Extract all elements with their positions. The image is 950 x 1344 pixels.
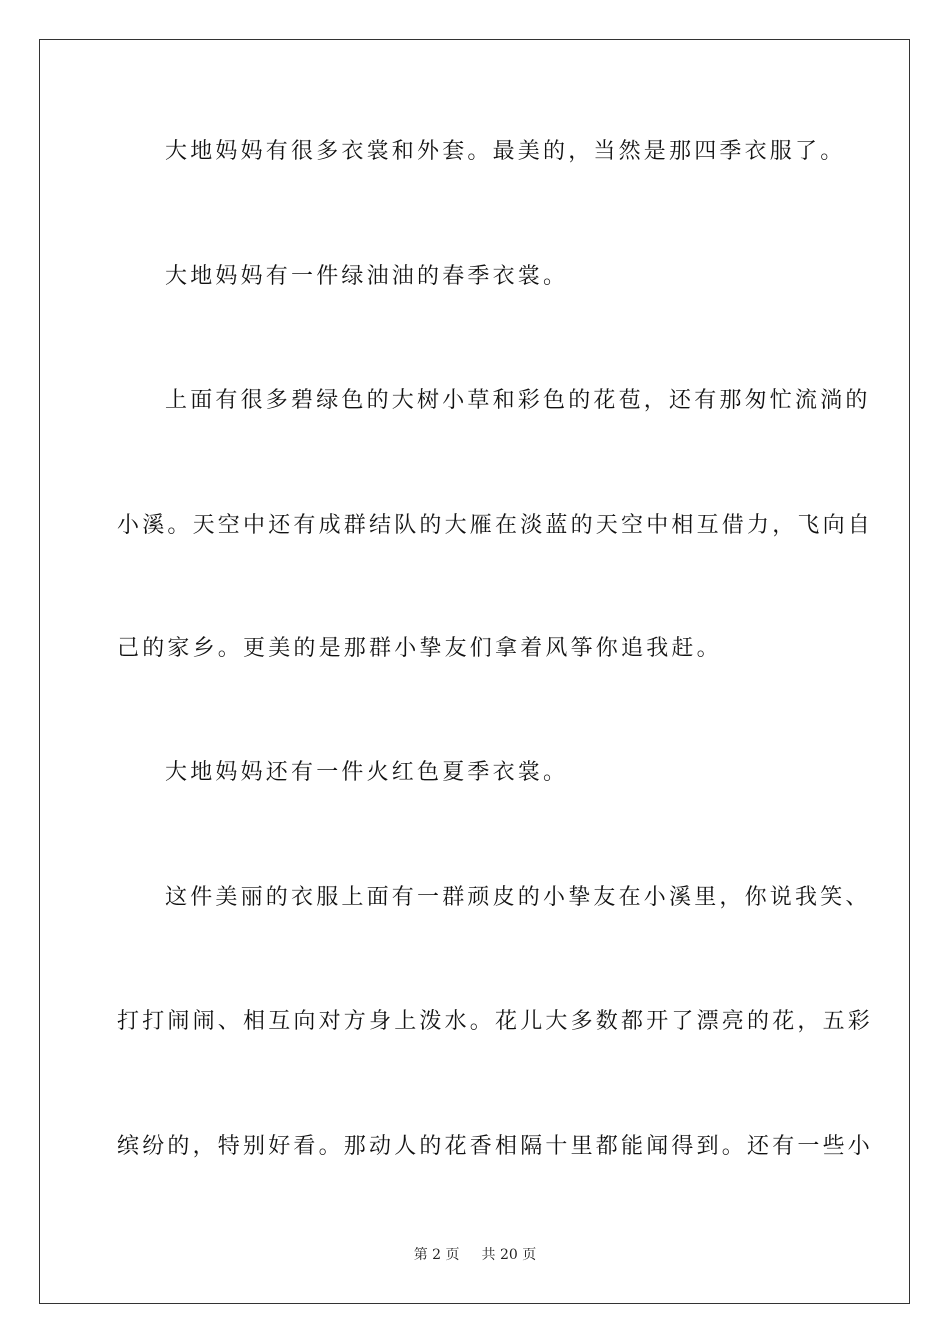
paragraph-line-7: 这件美丽的衣服上面有一群顽皮的小挚友在小溪里，你说我笑、 (165, 885, 871, 910)
page-border (39, 39, 910, 1304)
paragraph-line-2: 大地妈妈有一件绿油油的春季衣裳。 (165, 264, 569, 289)
paragraph-line-1: 大地妈妈有很多衣裳和外套。最美的，当然是那四季衣服了。 (165, 139, 846, 164)
paragraph-line-9: 缤纷的，特别好看。那动人的花香相隔十里都能闻得到。还有一些小 (117, 1134, 874, 1159)
page-number: 第 2 页 (413, 1247, 460, 1263)
paragraph-line-5: 己的家乡。更美的是那群小挚友们拿着风筝你追我赶。 (117, 636, 722, 661)
paragraph-line-4: 小溪。天空中还有成群结队的大雁在淡蓝的天空中相互借力，飞向自 (117, 513, 874, 538)
paragraph-line-8: 打打闹闹、相互向对方身上泼水。花儿大多数都开了漂亮的花，五彩 (117, 1009, 874, 1034)
paragraph-line-3: 上面有很多碧绿色的大树小草和彩色的花苞，还有那匆忙流淌的 (165, 388, 871, 413)
paragraph-line-6: 大地妈妈还有一件火红色夏季衣裳。 (165, 760, 569, 785)
page-total: 共 20 页 (481, 1247, 537, 1263)
page-footer (0, 1245, 950, 1265)
